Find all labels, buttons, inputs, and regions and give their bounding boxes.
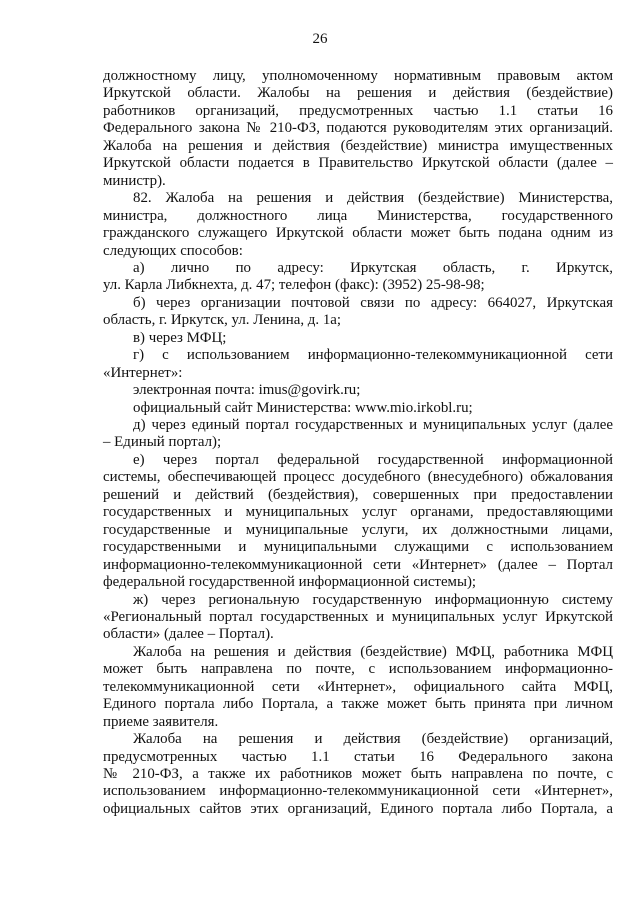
text-line: должностному лицу, уполномоченному нормативным правовым актом <box>103 68 613 84</box>
text-line: предусмотренных частью 1.1 статьи 16 Федерального закона <box>103 748 613 765</box>
text-line: может быть направлена по почте, с использованием информационно- <box>103 661 613 678</box>
text-line: официальных сайтов этих организаций, Единого портала либо Портала, а <box>103 800 613 817</box>
text-line: ж) через региональную государственную информационную систему <box>133 591 613 608</box>
text-line: официальный сайт Министерства: www.mio.irkobl.ru; <box>133 399 473 416</box>
text-line: область, г. Иркутск, ул. Ленина, д. 1а; <box>103 312 342 329</box>
text-line: государственных и муниципальных услуг органами, предоставляющими <box>103 504 613 521</box>
text-line: е) через портал федеральной государственной информационной <box>133 451 613 468</box>
text-line: системы, обеспечивающей процесс досудебного (внесудебного) обжалования <box>103 469 613 486</box>
text-line: Иркутской области. Жалобы на решения и действия (бездействие) <box>103 85 613 102</box>
text-line: информационно-телекоммуникационной сети «Интернет» (далее – Портал <box>103 556 613 573</box>
text-line: следующих способов: <box>103 242 243 259</box>
page-number: 26 <box>312 31 328 47</box>
text-line: б) через организации почтовой связи по адресу: 664027, Иркутская <box>133 294 613 311</box>
text-line: приеме заявителя. <box>103 713 219 730</box>
text-line: «Региональный портал государственных и муниципальных услуг Иркутской <box>103 608 613 625</box>
text-line: Единого портала либо Портала, а также может быть принята при личном <box>103 696 613 713</box>
text-line: а) лично по адресу: Иркутская область, г. Иркутск, <box>133 259 613 276</box>
text-line: министра, должностного лица Министерства, государственного <box>103 207 613 224</box>
text-line: Жалоба на решения и действия (бездействие) министра имущественных <box>103 137 613 154</box>
text-line: использованием информационно-телекоммуникационной сети «Интернет», <box>103 783 613 800</box>
text-line: № 210-ФЗ, а также их работников может быть направлена по почте, с <box>103 766 613 782</box>
text-line: д) через единый портал государственных и муниципальных услуг (далее <box>133 417 613 433</box>
text-line: 82. Жалоба на решения и действия (бездействие) Министерства, <box>133 190 613 207</box>
text-line: министр). <box>103 172 166 189</box>
text-line: работников организаций, предусмотренных частью 1.1 статьи 16 <box>103 102 613 119</box>
text-line: государственные и муниципальные услуги, их должностными лицами, <box>103 521 613 538</box>
text-line: федеральной государственной информационной системы); <box>103 574 477 591</box>
text-line: Федерального закона № 210-ФЗ, подаются руководителям этих организаций. <box>103 120 613 137</box>
text-line: Жалоба на решения и действия (бездействие) организаций, <box>133 731 613 748</box>
text-line: – Единый портал); <box>103 434 222 451</box>
text-line: Жалоба на решения и действия (бездействие) МФЦ, работника МФЦ <box>133 643 613 660</box>
text-line: «Интернет»: <box>103 364 183 381</box>
text-line: государственными и муниципальными служащими с использованием <box>103 539 613 556</box>
text-line: ул. Карла Либкнехта, д. 47; телефон (факс): (3952) 25-98-98; <box>103 277 485 294</box>
text-line: телекоммуникационной сети «Интернет», официального сайта МФЦ, <box>103 678 613 695</box>
text-line: г) с использованием информационно-телекоммуникационной сети <box>133 347 613 364</box>
text-line: в) через МФЦ; <box>133 329 227 346</box>
text-line: Иркутской области подается в Правительство Иркутской области (далее – <box>103 155 613 172</box>
text-line: гражданского служащего Иркутской области может быть подана одним из <box>103 225 613 242</box>
text-line: решений и действий (бездействия), совершенных при предоставлении <box>103 486 613 503</box>
text-line: области» (далее – Портал). <box>103 626 274 643</box>
text-line: электронная почта: imus@govirk.ru; <box>133 382 361 399</box>
